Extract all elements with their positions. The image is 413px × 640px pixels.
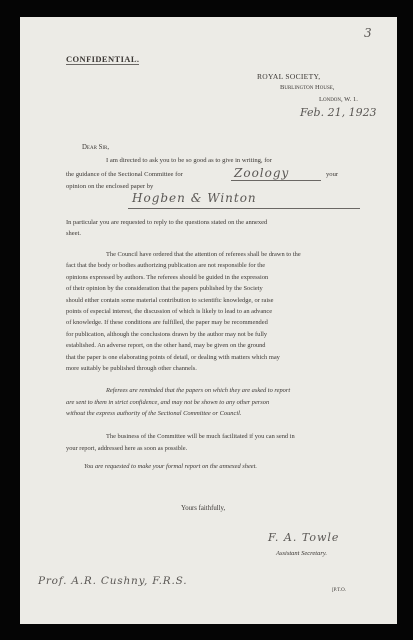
pto-note: [P.T.O. <box>332 588 346 593</box>
para2-line: opinions expressed by authors. The referees should be guided in the expression <box>66 273 269 281</box>
recipient-handwritten: Prof. A.R. Cushny, F.R.S. <box>38 575 188 587</box>
para5: You are requested to make your formal report on the annexed sheet. <box>84 463 257 470</box>
para2 <box>66 249 301 374</box>
signature: F. A. Towle <box>268 531 340 544</box>
para3-line: are sent to them in strict confidence, and may not be shown to any other person <box>66 398 270 406</box>
address-line-2: London, W. 1. <box>319 96 358 103</box>
para1-line3: opinion on the enclosed paper by <box>66 183 154 190</box>
para3-line: without the express authority of the Sectional Committee or Council. <box>66 410 242 418</box>
para4-line: The business of the Committee will be much facilitated if you can send in <box>106 433 295 440</box>
para2-line: fact that the body or bodies authorizing publication are not responsible for the <box>66 262 266 270</box>
handwritten-authors: Hogben & Winton <box>132 191 257 205</box>
para2-line: more suitably be published through other channels. <box>66 365 197 373</box>
committee-fill-line <box>231 180 321 181</box>
para1-line2b: your <box>326 171 339 178</box>
signatory-title: Assistant Secretary. <box>276 550 328 557</box>
para1-line5: sheet. <box>66 230 81 237</box>
para2-line: The Council have ordered that the attention of referees shall be drawn to the <box>106 251 301 258</box>
para2-line: that the paper is one elaborating points of detail, or dealing with matters which may <box>66 353 280 361</box>
closing: Yours faithfully, <box>181 505 226 512</box>
para1-line1: I am directed to ask you to be so good as to give in writing, for <box>106 157 272 164</box>
para2-line: should either contain some material contribution to scientific knowledge, or raise <box>66 296 274 304</box>
para4 <box>66 431 295 454</box>
para2-line: of knowledge. If these conditions are fulfilled, the paper may be recommended <box>66 319 268 327</box>
handwritten-date: Feb. 21, 1923 <box>300 106 377 119</box>
page-number: 3 <box>364 26 372 40</box>
letter-page <box>20 17 397 624</box>
para2-line: for publication, although the conclusions drawn by the author may not be fully <box>66 330 268 338</box>
org-name: ROYAL SOCIETY, <box>257 72 321 81</box>
para1-line4: In particular you are requested to reply to the questions stated on the annexed <box>66 219 268 226</box>
authors-fill-line <box>128 208 360 209</box>
address-line-1: Burlington House, <box>280 84 335 91</box>
para3-line: Referees are reminded that the papers on which they are asked to report <box>106 387 291 394</box>
para4-line: your report, addressed here as soon as possible. <box>66 444 188 452</box>
handwritten-committee: Zoology <box>234 166 290 180</box>
salutation: Dear Sir, <box>82 144 110 151</box>
confidential-heading: CONFIDENTIAL. <box>66 54 140 64</box>
para2-line: established. An adverse report, on the other hand, may be given on the ground <box>66 342 266 350</box>
para1-line2a: the guidance of the Sectional Committee for <box>66 171 183 178</box>
para2-line: points of especial interest, the discussion of which is likely to lead to an advance <box>66 308 273 316</box>
para2-line: of their opinion by the consideration that the papers published by the Society <box>66 285 263 293</box>
para3 <box>66 385 290 420</box>
